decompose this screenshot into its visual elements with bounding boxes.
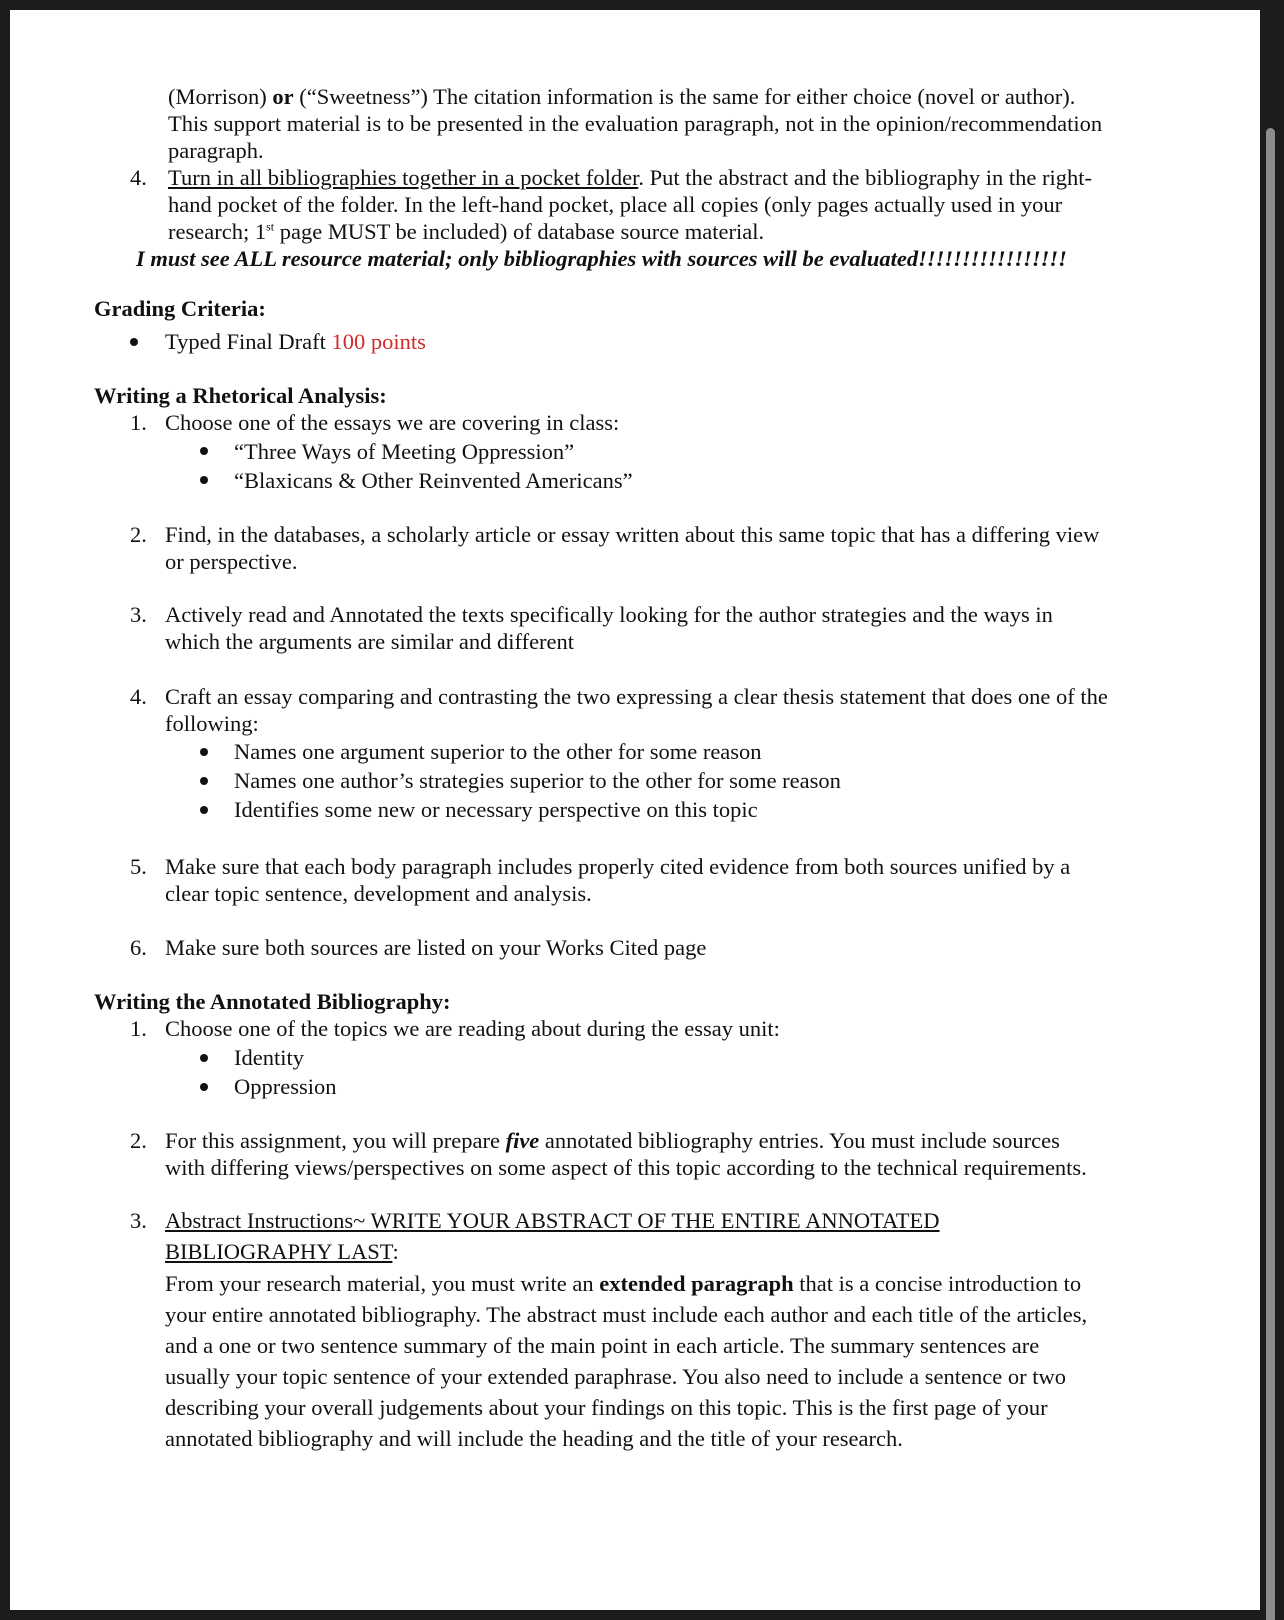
bullet-icon bbox=[200, 476, 208, 484]
warning-text: I must see ALL resource material; only bibliographies with sources will be evaluated!!!!!!!!!!!!!!!!! bbox=[136, 246, 1067, 271]
abstract-paragraph-line: and a one or two sentence summary of the main point in each article. The summary sentences are bbox=[165, 1333, 1040, 1358]
text: annotated bibliography entries. You must include sources bbox=[539, 1128, 1060, 1153]
item-number: 6. bbox=[130, 935, 147, 960]
item4-line-2: hand pocket of the folder. In the left-hand pocket, place all copies (only pages actually used in your bbox=[168, 192, 1063, 217]
list-item-text: Find, in the databases, a scholarly article or essay written about this same topic that has a differing view bbox=[165, 522, 1100, 547]
text: . Put the abstract and the bibliography in the right- bbox=[638, 165, 1092, 190]
text: Typed Final Draft bbox=[165, 329, 332, 354]
abstract-paragraph-line: describing your overall judgements about your findings on this topic. This is the first page of your bbox=[165, 1395, 1048, 1420]
text: (Morrison) bbox=[168, 84, 273, 109]
bibliography-heading: Writing the Annotated Bibliography: bbox=[94, 989, 451, 1014]
underlined-title: BIBLIOGRAPHY LAST bbox=[165, 1239, 393, 1264]
or-bold: or bbox=[272, 84, 294, 109]
abstract-paragraph-line: annotated bibliography and will include the heading and the title of your research. bbox=[165, 1426, 903, 1451]
item-number: 2. bbox=[130, 522, 147, 547]
item-number: 1. bbox=[130, 1016, 147, 1041]
bullet-icon bbox=[130, 338, 138, 346]
list-item-text: following: bbox=[165, 711, 259, 736]
bullet-icon bbox=[200, 447, 208, 455]
item-number: 2. bbox=[130, 1128, 147, 1153]
bullet-icon bbox=[200, 1083, 208, 1091]
superscript: st bbox=[266, 219, 275, 234]
rhetorical-heading: Writing a Rhetorical Analysis: bbox=[94, 383, 387, 408]
continuation-line-2: This support material is to be presented in the evaluation paragraph, not in the opinion/recommendation bbox=[168, 111, 1103, 136]
item4-line-1 bbox=[168, 164, 1092, 191]
text: : bbox=[392, 1239, 399, 1264]
text: From your research material, you must write an bbox=[165, 1271, 600, 1296]
item-number: 4. bbox=[130, 684, 147, 709]
list-item-text: Actively read and Annotated the texts specifically looking for the author strategies and the ways in bbox=[165, 602, 1053, 627]
list-item-text: Make sure both sources are listed on your Works Cited page bbox=[165, 935, 707, 960]
abstract-title-line-2 bbox=[165, 1238, 399, 1265]
text: research; 1 bbox=[168, 219, 267, 244]
bullet-text: Oppression bbox=[234, 1074, 337, 1099]
item4-line-3 bbox=[168, 218, 764, 245]
list-item-text: Choose one of the topics we are reading about during the essay unit: bbox=[165, 1016, 780, 1041]
emphasis: five bbox=[505, 1128, 540, 1153]
item-number: 3. bbox=[130, 1208, 147, 1233]
bullet-icon bbox=[200, 806, 208, 814]
abstract-paragraph-line bbox=[165, 1270, 1081, 1297]
abstract-title-line-1: Abstract Instructions~ WRITE YOUR ABSTRACT OF THE ENTIRE ANNOTATED bbox=[165, 1208, 940, 1233]
grading-heading: Grading Criteria: bbox=[94, 296, 266, 321]
text: (“Sweetness”) The citation information is the same for either choice (novel or author). bbox=[293, 84, 1076, 109]
text: page MUST be included) of database source material. bbox=[274, 219, 765, 244]
points-value: 100 points bbox=[331, 329, 426, 354]
bullet-text: “Blaxicans & Other Reinvented Americans” bbox=[234, 468, 633, 493]
continuation-line-3: paragraph. bbox=[168, 138, 264, 163]
bullet-icon bbox=[200, 777, 208, 785]
list-item-text: clear topic sentence, development and analysis. bbox=[165, 881, 592, 906]
item-number: 1. bbox=[130, 410, 147, 435]
item-number: 3. bbox=[130, 602, 147, 627]
list-item-text bbox=[165, 1127, 1060, 1154]
list-item-text: or perspective. bbox=[165, 549, 298, 574]
continuation-line-1 bbox=[168, 83, 1075, 110]
document-page bbox=[10, 10, 1260, 1610]
list-item-text: Make sure that each body paragraph includes properly cited evidence from both sources unified by a bbox=[165, 854, 1071, 879]
list-item-text: which the arguments are similar and different bbox=[165, 629, 575, 654]
item-number: 4. bbox=[130, 165, 147, 190]
bullet-text: Identifies some new or necessary perspective on this topic bbox=[234, 797, 758, 822]
list-item-text: Craft an essay comparing and contrasting the two expressing a clear thesis statement that does one of the bbox=[165, 684, 1108, 709]
text: that is a concise introduction to bbox=[793, 1271, 1082, 1296]
text: For this assignment, you will prepare bbox=[165, 1128, 506, 1153]
bullet-icon bbox=[200, 748, 208, 756]
list-item-text: with differing views/perspectives on some aspect of this topic according to the technical requirements. bbox=[165, 1155, 1087, 1180]
bullet-text: “Three Ways of Meeting Oppression” bbox=[234, 439, 575, 464]
bullet-text: Identity bbox=[234, 1045, 304, 1070]
item-number: 5. bbox=[130, 854, 147, 879]
bullet-icon bbox=[200, 1054, 208, 1062]
scrollbar-thumb[interactable] bbox=[1266, 128, 1275, 1620]
abstract-paragraph-line: your entire annotated bibliography. The abstract must include each author and each title of the articles, bbox=[165, 1302, 1088, 1327]
bullet-text: Names one argument superior to the other for some reason bbox=[234, 739, 762, 764]
abstract-paragraph-line: usually your topic sentence of your extended paraphrase. You also need to include a sentence or two bbox=[165, 1364, 1066, 1389]
grading-item bbox=[165, 328, 426, 355]
underlined-instruction: Turn in all bibliographies together in a pocket folder bbox=[168, 165, 639, 190]
bold-text: extended paragraph bbox=[599, 1271, 794, 1296]
bullet-text: Names one author’s strategies superior to the other for some reason bbox=[234, 768, 841, 793]
list-item-text: Choose one of the essays we are covering in class: bbox=[165, 410, 620, 435]
